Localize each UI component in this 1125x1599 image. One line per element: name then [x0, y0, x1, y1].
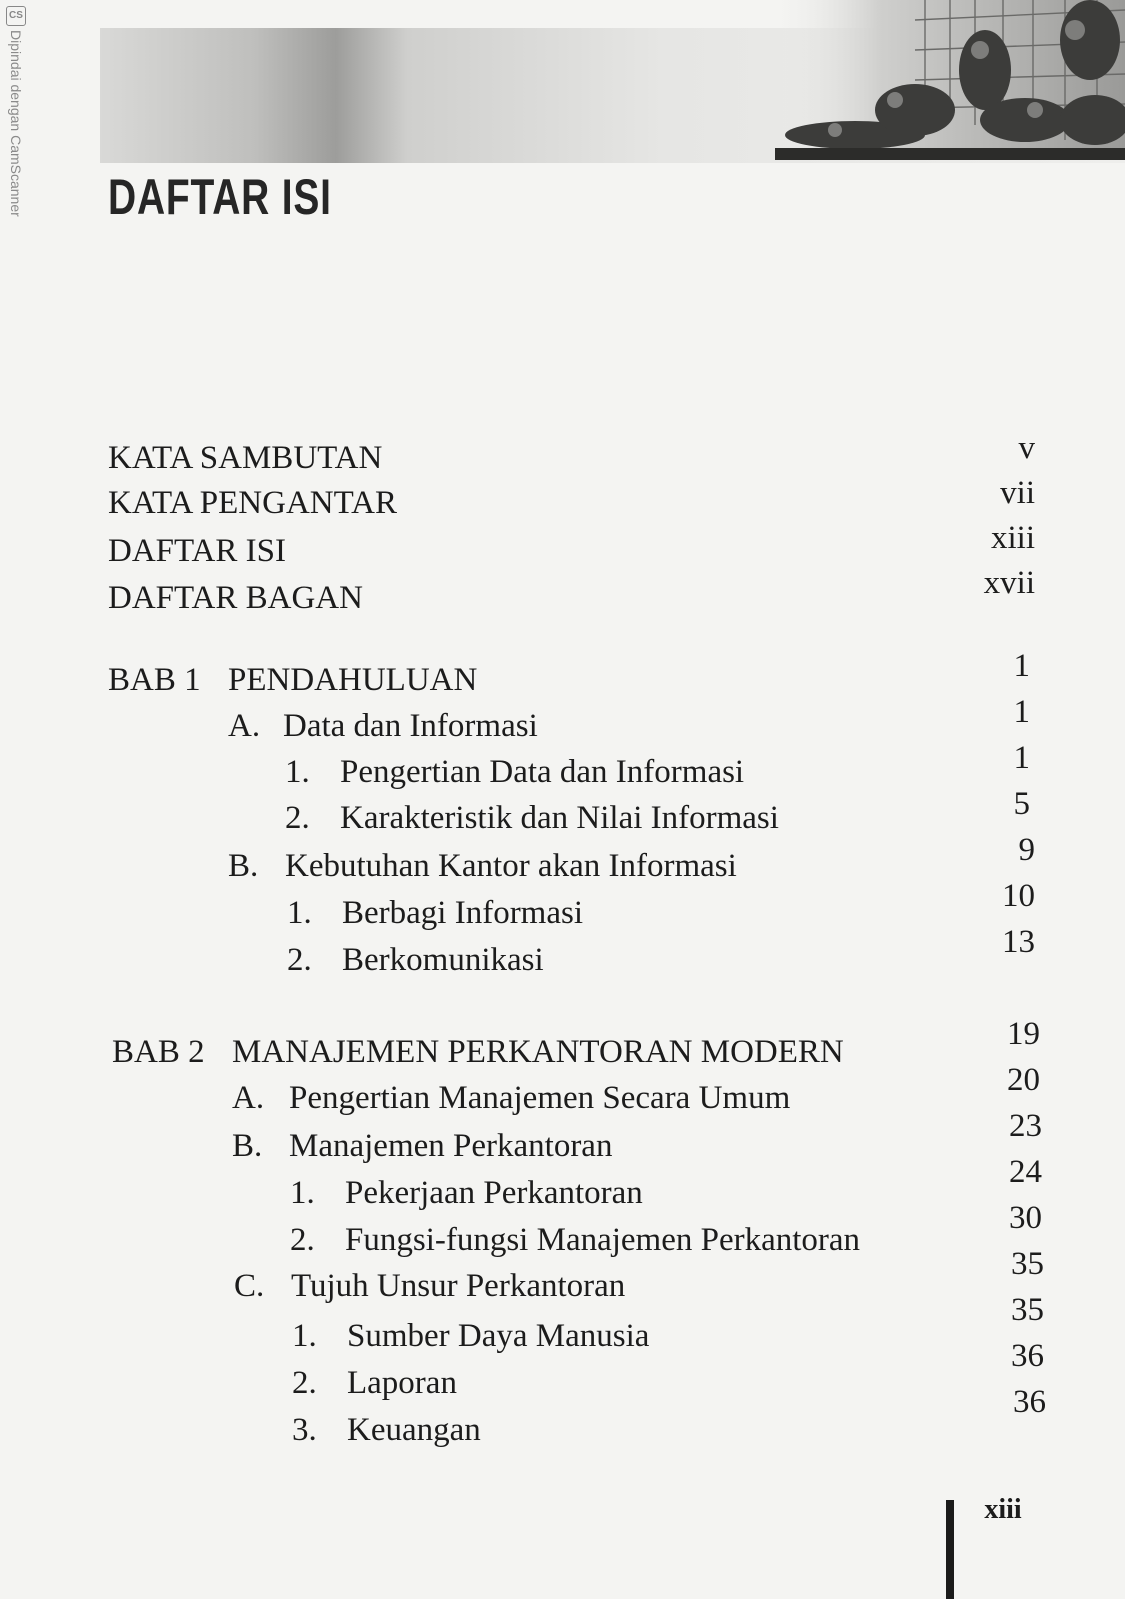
- item-title: Laporan: [347, 1365, 457, 1401]
- toc-page-number: 24: [1009, 1154, 1042, 1190]
- toc-page-number: 5: [1013, 786, 1030, 822]
- item-number: 2.: [292, 1365, 317, 1401]
- toc-page-number: 1: [1013, 740, 1030, 776]
- item-title: Keuangan: [347, 1412, 481, 1448]
- section-title: Pengertian Manajemen Secara Umum: [289, 1080, 791, 1116]
- item-number: 3.: [292, 1412, 317, 1448]
- toc-page-number: 30: [1009, 1200, 1042, 1236]
- page-folio: xiii: [984, 1494, 1022, 1525]
- toc-page-number: 23: [1009, 1108, 1042, 1144]
- toc-page-number: 10: [1002, 878, 1035, 914]
- toc-page-number: xiii: [990, 520, 1035, 556]
- item-number: 2.: [287, 942, 312, 978]
- item-title: Karakteristik dan Nilai Informasi: [340, 800, 779, 836]
- page-title: DAFTAR ISI: [108, 169, 332, 225]
- toc-entry-label: DAFTAR BAGAN: [108, 580, 363, 616]
- item-title: Berkomunikasi: [342, 942, 544, 978]
- folio-bar: [946, 1500, 954, 1599]
- toc-page-number: 36: [1013, 1384, 1046, 1420]
- section-letter: C.: [234, 1268, 265, 1304]
- section-title: Kebutuhan Kantor akan Informasi: [285, 848, 737, 884]
- toc-page-number: 35: [1011, 1246, 1044, 1282]
- item-title: Berbagi Informasi: [342, 895, 584, 931]
- camscanner-text: Dipindai dengan CamScanner: [8, 30, 24, 217]
- toc-page-number: 19: [1007, 1016, 1040, 1052]
- chapter-number: BAB 1: [108, 662, 201, 698]
- toc-page-number: 35: [1011, 1292, 1044, 1328]
- section-letter: B.: [228, 848, 259, 884]
- toc-page-number: v: [1018, 430, 1035, 466]
- toc-page-number: 20: [1007, 1062, 1040, 1098]
- toc-page-number: 13: [1002, 924, 1035, 960]
- toc-page-number: xvii: [983, 565, 1035, 601]
- toc-entry-label: DAFTAR ISI: [108, 533, 286, 569]
- chapter-number: BAB 2: [112, 1034, 205, 1070]
- toc-page-number: vii: [1000, 475, 1035, 511]
- item-number: 2.: [290, 1222, 315, 1258]
- toc-page-number: 1: [1013, 694, 1030, 730]
- item-title: Sumber Daya Manusia: [347, 1318, 650, 1354]
- section-title: Tujuh Unsur Perkantoran: [291, 1268, 626, 1304]
- item-number: 1.: [285, 754, 310, 790]
- toc-page-number: 36: [1011, 1338, 1044, 1374]
- toc-page-number: 1: [1013, 648, 1030, 684]
- camscanner-logo: CS: [6, 6, 26, 26]
- item-number: 1.: [287, 895, 312, 931]
- toc-page-number: 9: [1018, 832, 1035, 868]
- item-title: Pengertian Data dan Informasi: [340, 754, 745, 790]
- item-title: Fungsi-fungsi Manajemen Perkantoran: [345, 1222, 861, 1258]
- section-title: Data dan Informasi: [283, 708, 538, 744]
- item-number: 2.: [285, 800, 310, 836]
- chapter-title: PENDAHULUAN: [228, 662, 478, 698]
- item-title: Pekerjaan Perkantoran: [345, 1175, 643, 1211]
- section-letter: A.: [232, 1080, 265, 1116]
- toc-entry-label: KATA PENGANTAR: [108, 485, 397, 521]
- item-number: 1.: [290, 1175, 315, 1211]
- section-letter: A.: [228, 708, 261, 744]
- section-title: Manajemen Perkantoran: [289, 1128, 613, 1164]
- section-letter: B.: [232, 1128, 263, 1164]
- toc-entry-label: KATA SAMBUTAN: [108, 440, 383, 476]
- chapter-title: MANAJEMEN PERKANTORAN MODERN: [232, 1034, 844, 1070]
- item-number: 1.: [292, 1318, 317, 1354]
